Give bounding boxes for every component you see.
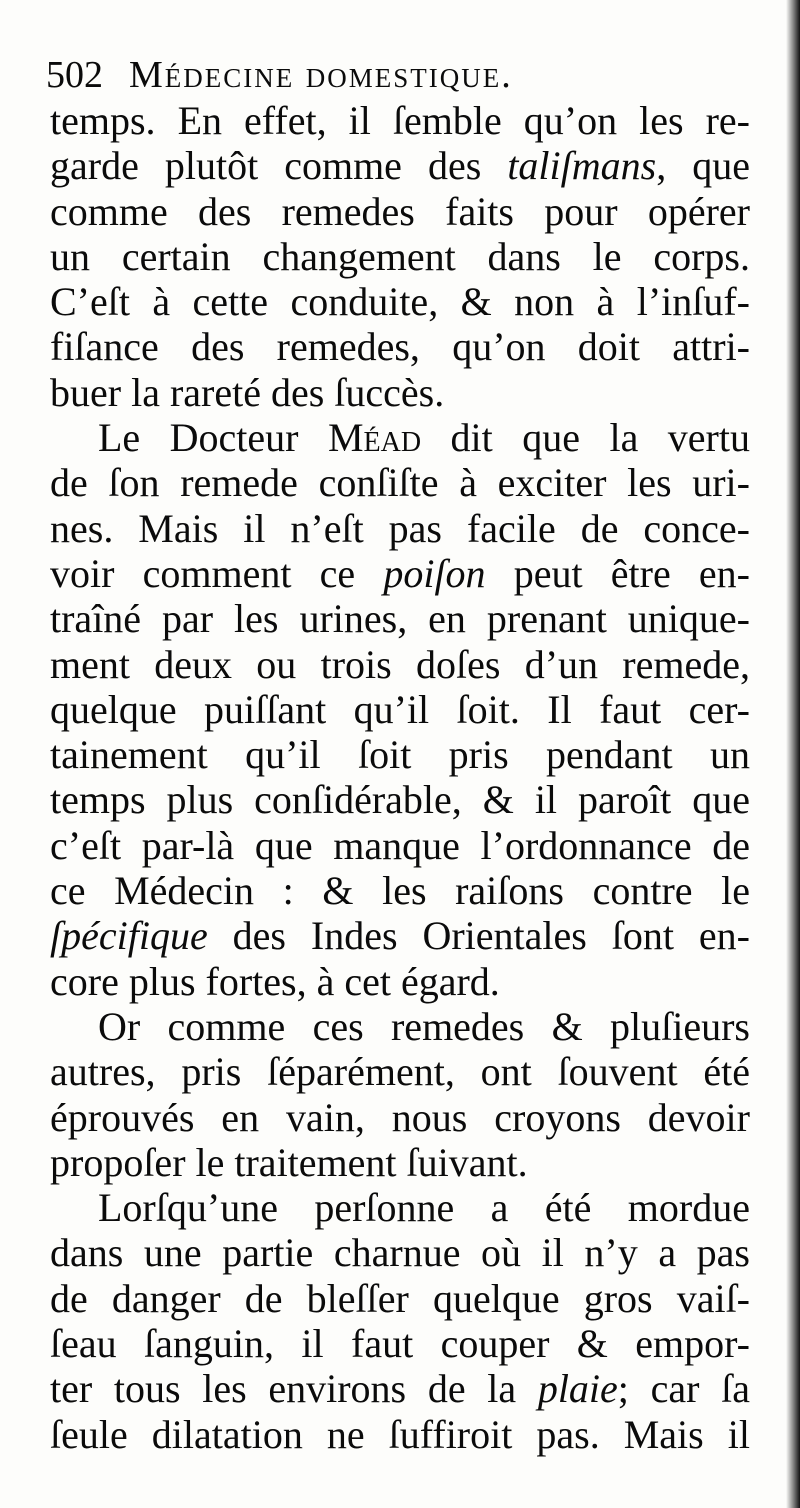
text-segment: dans une partie charnue où il n’y a pas [50,1230,750,1276]
text-segment: core plus fortes, à cet égard. [50,958,500,1004]
text-line [50,777,750,822]
text-segment: ; car ſa [617,1366,750,1412]
text-line [50,642,750,687]
text-line [50,959,750,1004]
text-line [50,868,750,913]
text-segment: quelque puiſſant qu’il ſoit. Il faut cer- [50,686,750,732]
text-line [50,279,750,324]
text-line [50,1412,750,1457]
text-line [50,732,750,777]
small-caps-text: Méad [327,415,422,461]
running-head [46,50,766,100]
body-text [50,98,750,1457]
italic-text: plaie [537,1366,618,1412]
text-line [50,98,750,143]
text-segment: voir comment ce [50,550,384,596]
text-segment: C’eſt à cette conduite, & non à l’inſuf- [50,279,750,325]
text-segment: de danger de bleſſer quelque gros vaiſ- [50,1275,750,1321]
italic-text: ſpécifique [50,913,208,959]
page-number: 502 [46,54,103,96]
text-segment: ce Médecin : & les raiſons contre le [50,868,750,914]
text-line [50,551,750,596]
text-segment: un certain changement dans le corps. [50,233,750,279]
text-segment: buer la rareté des ſuccès. [50,369,445,415]
text-segment: ment deux ou trois doſes d’un remede, [50,641,750,687]
text-segment: nes. Mais il n’eſt pas facile de conce- [50,505,750,551]
text-line [50,596,750,641]
text-segment: garde plutôt comme des [50,143,508,189]
text-line [50,1276,750,1321]
text-segment: comme des remedes faits pour opérer [50,188,750,234]
text-segment: de ſon remede conſiſte à exciter les uri- [50,460,750,506]
running-title: Médecine domestique. [129,54,513,96]
text-line [50,1049,750,1094]
text-segment: c’eſt par-là que manque l’ordonnance de [50,822,750,868]
text-line [50,324,750,369]
text-line [50,460,750,505]
text-segment: Le Docteur [98,415,328,461]
italic-text: taliſmans [507,143,657,189]
text-segment: ſeau ſanguin, il faut couper & empor- [50,1321,750,1367]
text-segment: traîné par les urines, en prenant unique- [50,596,750,642]
text-line [50,687,750,732]
text-segment: Or comme ces remedes & pluſieurs [98,1003,750,1049]
text-line [50,1321,750,1366]
text-line [50,234,750,279]
text-segment: temps. En effet, il ſemble qu’on les re- [50,98,750,143]
text-line [50,1095,750,1140]
text-line [50,1366,750,1411]
text-line [50,415,750,460]
text-segment: , que [656,143,750,189]
text-line [50,1230,750,1275]
text-line [50,913,750,958]
text-segment: autres, pris ſéparément, ont ſouvent été [50,1049,750,1095]
text-line [50,143,750,188]
text-segment: dit que la vertu [421,415,750,461]
text-line [50,1185,750,1230]
text-line [50,189,750,234]
text-segment: temps plus conſidérable, & il paroît que [50,777,750,823]
italic-text: poiſon [383,550,486,596]
text-segment: peut être en- [485,550,750,596]
text-line [50,823,750,868]
text-segment: propoſer le traitement ſuivant. [50,1139,528,1185]
text-segment: des Indes Orientales ſont en- [207,913,750,959]
text-segment: fiſance des remedes, qu’on doit attri- [50,324,750,370]
text-segment: éprouvés en vain, nous croyons devoir [50,1094,750,1140]
text-segment: tainement qu’il ſoit pris pendant un [50,732,750,778]
text-segment: ter tous les environs de la [50,1366,538,1412]
text-segment: ſeule dilatation ne ſuffiroit pas. Mais il [50,1411,750,1457]
page-edge-shadow [786,0,800,1508]
text-line [50,370,750,415]
text-line [50,1140,750,1185]
text-segment: Lorſqu’une perſonne a été mordue [98,1185,750,1231]
text-line [50,506,750,551]
text-line [50,1004,750,1049]
